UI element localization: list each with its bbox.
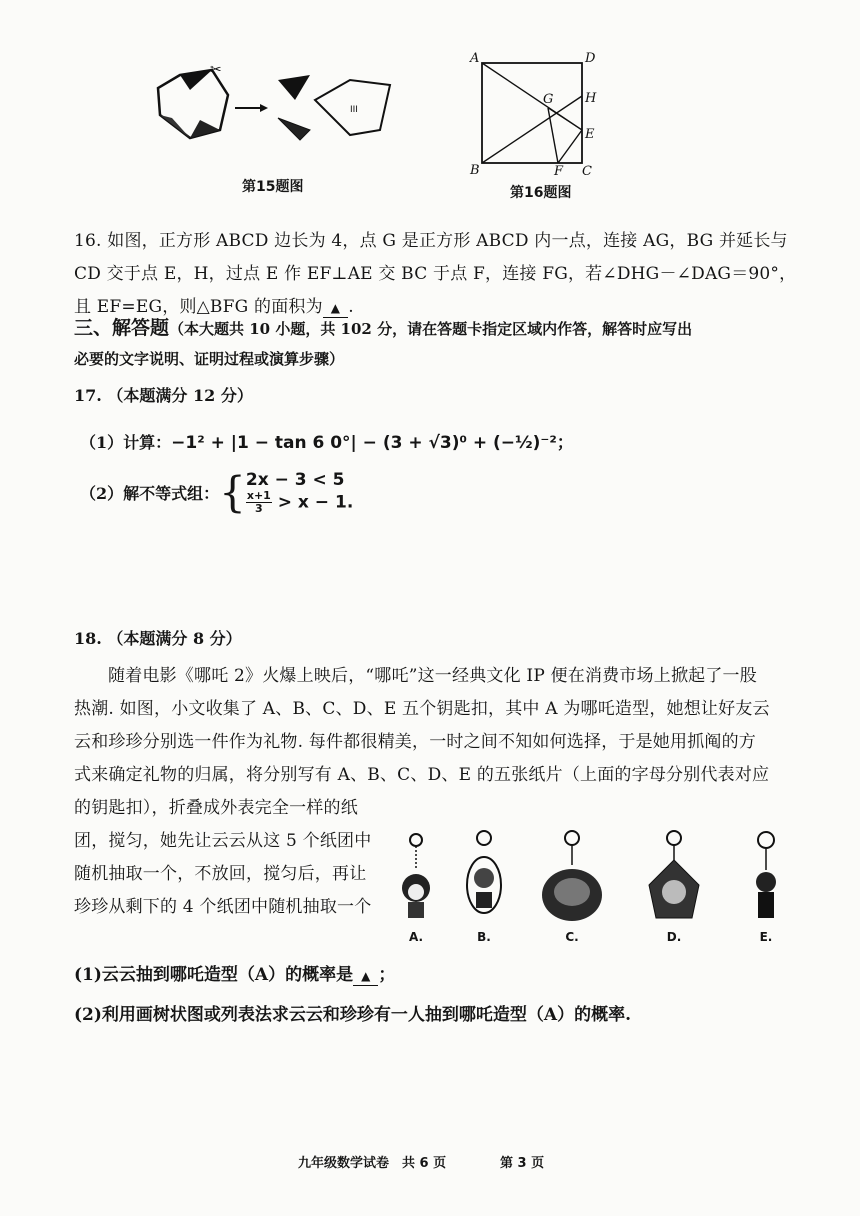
fig16-label-H: H bbox=[585, 91, 597, 106]
q18-paragraph-line-6: 团，搅匀，她先让云云从这 5 个纸团中 bbox=[74, 831, 372, 851]
q17-part-2 bbox=[80, 467, 354, 517]
q18-paragraph-line-5: 的钥匙扣），折叠成外表完全一样的纸 bbox=[74, 798, 358, 818]
keychain-d bbox=[634, 830, 714, 950]
question-17 bbox=[74, 383, 253, 406]
footer-page-number: 第 3 页 bbox=[500, 1156, 545, 1171]
q18-header-text: 18. （本题满分 8 分） bbox=[74, 629, 242, 648]
inequality-2 bbox=[246, 490, 353, 515]
keychain-b-image bbox=[454, 830, 514, 930]
keychain-b-label: B. bbox=[477, 930, 491, 944]
keychain-a bbox=[386, 830, 446, 950]
fig16-label-E: E bbox=[585, 127, 595, 142]
figure-16 bbox=[468, 48, 608, 201]
inequality-2-rest: > x − 1 bbox=[271, 492, 347, 513]
keychain-c-label: C. bbox=[565, 930, 579, 944]
fig16-caption: 第16题图 bbox=[510, 185, 572, 201]
q18-paragraph-line-4: 式来确定礼物的归属，将分别写有 A、B、C、D、E 的五张纸片（上面的字母分别代表对应 bbox=[74, 765, 770, 785]
keychain-b bbox=[454, 830, 514, 950]
fraction-numerator: x+1 bbox=[246, 489, 271, 502]
fig15-piece-label: III bbox=[350, 105, 358, 115]
inequality-1: 2x − 3 < 5 bbox=[245, 470, 345, 490]
q18-sub-1 bbox=[74, 960, 395, 986]
keychain-c bbox=[532, 830, 612, 950]
q16-line-3-text: 且 EF=EG，则△BFG 的面积为 bbox=[74, 297, 323, 317]
q17-header: 17. （本题满分 12 分） bbox=[74, 386, 253, 405]
q18-paragraph-line-2: 热潮. 如图，小文收集了 A、B、C、D、E 五个钥匙扣，其中 A 为哪吒造型，她想让好友云 bbox=[74, 699, 770, 719]
section-3-note-2: 必要的文字说明、证明过程或演算步骤） bbox=[74, 350, 345, 368]
q16-answer-blank: ▲ bbox=[323, 299, 348, 318]
q18-paragraph-line-8: 珍珍从剩下的 4 个纸团中随机抽取一个 bbox=[74, 897, 372, 917]
fig16-label-G: G bbox=[543, 92, 554, 107]
keychain-d-label: D. bbox=[666, 930, 682, 944]
question-16 bbox=[74, 225, 814, 324]
fraction-denominator: 3 bbox=[255, 502, 263, 515]
section-3-title: 三、解答题 bbox=[74, 317, 170, 339]
q18-sub-1-text: (1)云云抽到哪吒造型（A）的概率是 bbox=[74, 965, 354, 985]
section-3-heading bbox=[74, 313, 824, 374]
q17-part-1-expression: −1² + |1 − tan 6 0°| − (3 + √3)⁰ + (−½)⁻²； bbox=[171, 433, 574, 453]
keychain-a-image bbox=[386, 830, 446, 930]
keychain-e bbox=[736, 830, 796, 950]
keychain-images bbox=[386, 830, 796, 950]
q18-paragraph-line-1: 随着电影《哪吒 2》火爆上映后，“哪吒”这一经典文化 IP 便在消费市场上掀起了一股 bbox=[108, 666, 757, 686]
q18-sub-1-end: ； bbox=[378, 965, 396, 985]
q17-part-1-label: （1）计算： bbox=[80, 433, 172, 452]
keychain-d-image bbox=[634, 830, 714, 930]
q17-part-1 bbox=[80, 428, 574, 453]
q18-paragraph-line-7: 随机抽取一个，不放回，搅匀后，再让 bbox=[74, 864, 367, 884]
q17-part-2-label: （2）解不等式组： bbox=[80, 484, 220, 503]
fig16-label-B: B bbox=[470, 163, 480, 178]
keychain-a-label: A. bbox=[408, 930, 424, 944]
section-3-note-1: （本大题共 10 小题，共 102 分，请在答题卡指定区域内作答，解答时应写出 bbox=[169, 320, 693, 338]
q18-sub-1-blank: ▲ bbox=[353, 967, 378, 986]
fig16-label-F: F bbox=[554, 164, 564, 178]
q18-sub-2: (2)利用画树状图或列表法求云云和珍珍有一人抽到哪吒造型（A）的概率. bbox=[74, 1005, 632, 1025]
figure-16-drawing bbox=[468, 48, 608, 178]
q18-paragraph-line-3: 云和珍珍分别选一件作为礼物. 每件都很精美，一时之间不知如何选择，于是她用抓阄的方 bbox=[74, 732, 757, 752]
fig16-label-A: A bbox=[470, 51, 480, 66]
fraction bbox=[246, 490, 272, 515]
keychain-e-image bbox=[736, 830, 796, 930]
inequality-system bbox=[246, 470, 353, 515]
q16-line-1: 16. 如图，正方形 ABCD 边长为 4，点 G 是正方形 ABCD 内一点，连接 AG，BG 并延长与 bbox=[74, 231, 788, 251]
fig15-caption: 第15题图 bbox=[242, 179, 304, 195]
keychain-e-label: E. bbox=[759, 930, 773, 944]
q16-line-3-end: . bbox=[348, 297, 354, 317]
svg-text:✂: ✂ bbox=[210, 62, 222, 78]
fig16-label-D: D bbox=[585, 51, 596, 66]
inequality-2-end: . bbox=[346, 492, 354, 513]
brace-symbol: { bbox=[219, 467, 246, 517]
keychain-c-image bbox=[532, 830, 612, 930]
q16-line-2: CD 交于点 E，H，过点 E 作 EF⊥AE 交 BC 于点 F，连接 FG，若∠DHG－∠DAG＝90°， bbox=[74, 264, 797, 284]
q18-header bbox=[74, 626, 242, 649]
footer-exam-info: 九年级数学试卷 共 6 页 bbox=[298, 1156, 447, 1171]
figure-15-drawing bbox=[150, 60, 410, 160]
figure-15 bbox=[150, 60, 410, 195]
fig16-label-C: C bbox=[582, 164, 592, 178]
